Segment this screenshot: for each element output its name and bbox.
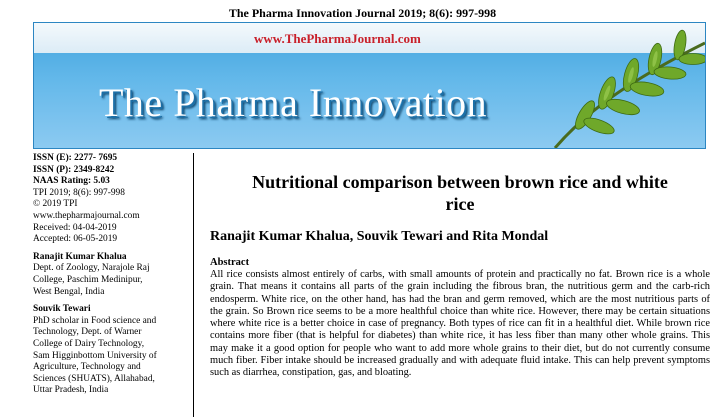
article-title-line: Nutritional comparison between brown rice and white	[252, 172, 668, 192]
leaf-branch-icon	[515, 23, 705, 148]
accepted-date: Accepted: 06-05-2019	[33, 234, 118, 245]
article-main	[210, 153, 710, 380]
journal-title: The Pharma Innovation	[99, 80, 488, 125]
article-authors: Ranajit Kumar Khalua, Souvik Tewari and Rita Mondal	[210, 229, 549, 244]
author-affiliation	[33, 252, 193, 298]
abstract-text: All rice consists almost entirely of carbs, with small amounts of protein and practically no fat. Brown rice is a whole grain. That means it contains all parts of the grain including the fibrous bran, the nutritious germ and the carb-rich endosperm. White rice, on the other hand, has had the bran and germ removed, which are the most nutritious parts of the grain. So Brown rice seems to be a more healthful choice than white rice. However, there may be certain situations where white rice is a better choice in case of pregnancy. Both types of rice can fit in a healthful diet. While brown rice contains more fiber (that is helpful for diabetes) than white rice, it has less fiber than many other whole grains. This may make it a good option for people who want to add more whole grains to their diet, but do not currently consume much fiber. Fiber intake should be increased gradually and with adequate fluid intake. This can help prevent symptoms such as diarrhea, constipation, gas, and bloating.	[210, 269, 710, 379]
affiliation-line: College of Dairy Technology,	[33, 338, 145, 349]
affiliation-line: Uttar Pradesh, India	[33, 385, 109, 396]
issn-print: ISSN (P): 2349-8242	[33, 164, 115, 175]
author-affiliation	[33, 304, 193, 397]
received-date: Received: 04-04-2019	[33, 222, 117, 233]
naas-rating: NAAS Rating: 5.03	[33, 176, 110, 187]
journal-citation-header: The Pharma Innovation Journal 2019; 8(6): 997-998	[228, 6, 497, 20]
article-title	[210, 171, 710, 215]
affiliation-line: West Bengal, India	[33, 286, 105, 297]
article-title-line: rice	[445, 194, 475, 214]
affiliation-line: Sciences (SHUATS), Allahabad,	[33, 373, 155, 384]
affiliation-line: Sam Higginbottom University of	[33, 350, 157, 361]
publication-meta	[33, 153, 193, 246]
tpi-citation: TPI 2019; 8(6): 997-998	[33, 187, 125, 198]
copyright: © 2019 TPI	[33, 199, 78, 210]
abstract-heading: Abstract	[210, 257, 250, 268]
affiliation-line: Technology, Dept. of Warner	[33, 327, 142, 338]
affiliation-line: PhD scholar in Food science and	[33, 315, 157, 326]
affiliation-author-name: Ranajit Kumar Khalua	[33, 251, 127, 262]
article-sidebar	[33, 153, 194, 417]
affiliation-line: Agriculture, Technology and	[33, 362, 141, 373]
affiliation-line: Dept. of Zoology, Narajole Raj	[33, 263, 150, 274]
journal-website[interactable]: www.thepharmajournal.com	[33, 210, 140, 221]
affiliation-author-name: Souvik Tewari	[33, 304, 91, 315]
journal-url[interactable]: www.ThePharmaJournal.com	[254, 31, 421, 46]
issn-electronic: ISSN (E): 2277- 7695	[33, 153, 118, 163]
journal-banner	[33, 22, 706, 149]
affiliation-line: College, Paschim Medinipur,	[33, 274, 143, 285]
